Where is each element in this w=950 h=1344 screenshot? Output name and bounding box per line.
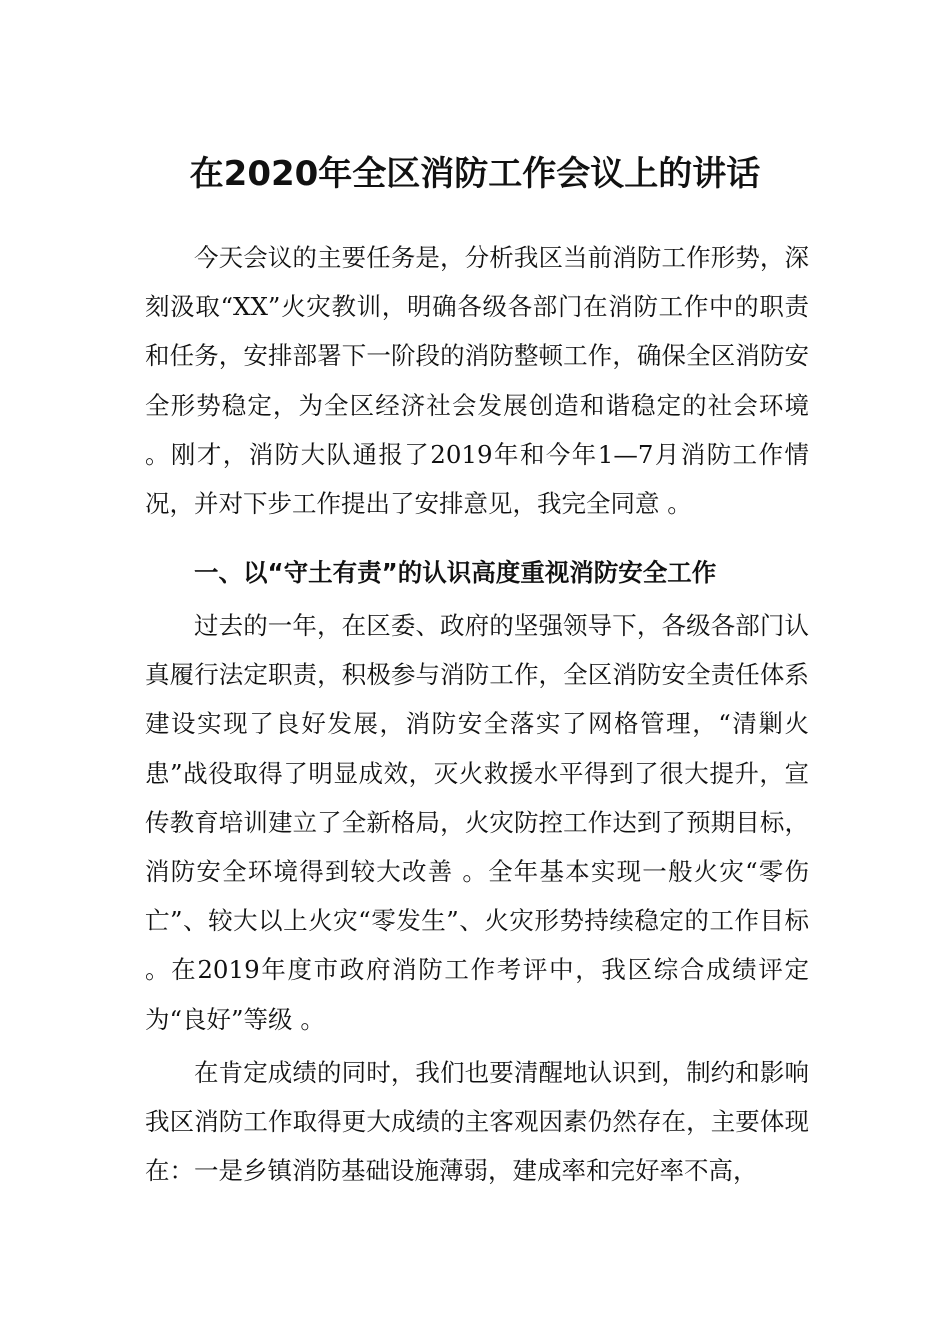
section-heading-1: 一、以“守土有责”的认识高度重视消防安全工作 [194,558,717,587]
paragraph-achievements: 过去的一年，在区委、政府的坚强领导下，各级各部门认真履行法定职责，积极参与消防工作，全区消防安全责任体系建设实现了良好发展，消防安全落实了网格管理，“清剿火患”战役取得了明显成效，灭火救援水平得到了很大提升，宣传教育培训建立了全新格局，火灾防控工作达到了预期目标，消防安全环境得到较大改善 。全年基本实现一般火灾“零伤亡”、较大以上火灾“零发生”、火灾形势持续稳定的工作目标 。在2019年度市政府消防工作考评中，我区综合成绩评定为“良好”等级 。 [145,611,809,1034]
paragraph-opening: 今天会议的主要任务是，分析我区当前消防工作形势，深刻汲取“XX”火灾教训，明确各级各部门在消防工作中的职责和任务，安排部署下一阶段的消防整顿工作，确保全区消防安全形势稳定，为全区经济社会发展创造和谐稳定的社会环境 。刚才，消防大队通报了2019年和今年1—7月消防工作情况，并对下步工作提出了安排意见，我完全同意 。 [145,243,809,519]
paragraph-problems: 在肯定成绩的同时，我们也要清醒地认识到，制约和影响我区消防工作取得更大成绩的主客观因素仍然存在，主要体现在：一是乡镇消防基础设施薄弱，建成率和完好率不高， [145,1058,809,1186]
document-title: 在2020年全区消防工作会议上的讲话 [189,154,761,194]
